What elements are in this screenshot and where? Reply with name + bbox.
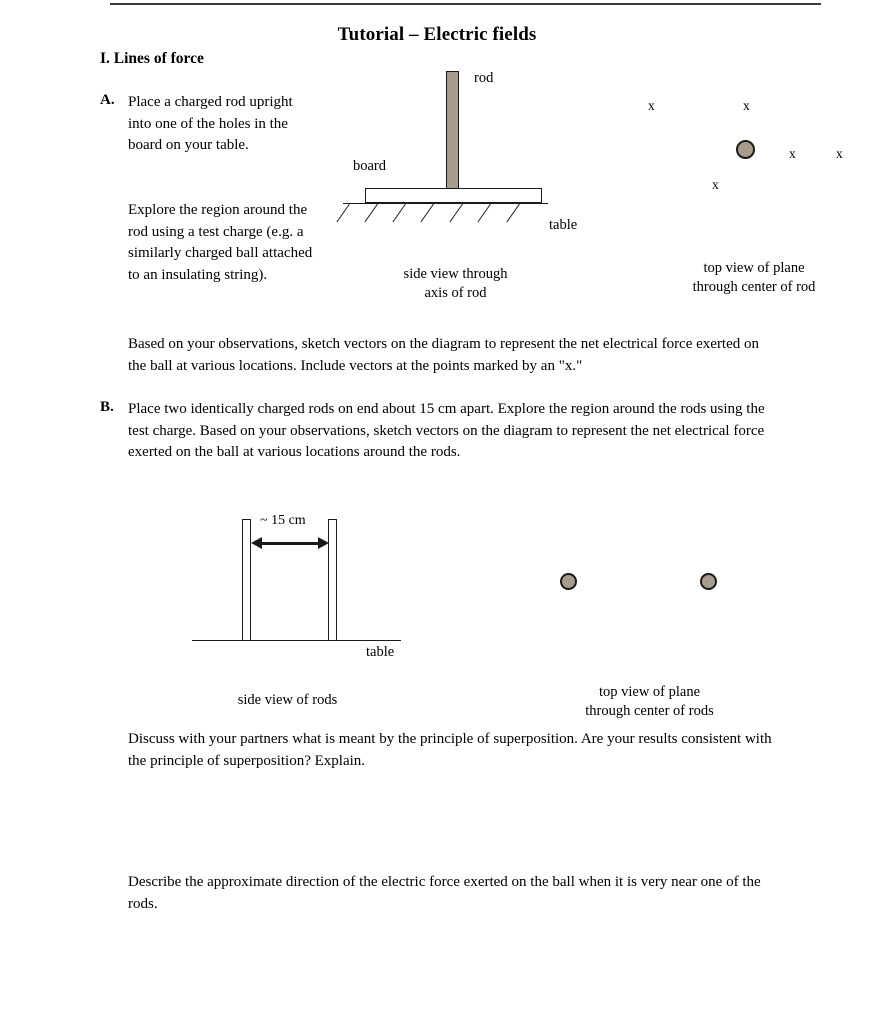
item-b-paragraph-1: Place two identically charged rods on end about 15 cm apart. Explore the region around the rods using the test charge. Based on your observations, sketch vectors on the diagram to represent the net electrical force exerted on the ball at various locations around the rods. — [128, 401, 765, 460]
item-b-paragraph-3: Describe the approximate direction of the electric force exerted on the ball when it is very near one of the rods. — [128, 874, 761, 912]
item-letter-b: B. — [100, 399, 114, 415]
board-shape — [365, 188, 542, 203]
hatch-mark — [392, 204, 405, 223]
figure-two-rods-side-caption: side view of rods — [237, 692, 338, 708]
arrow-head-left-icon — [251, 537, 262, 549]
hatch-mark — [449, 204, 462, 223]
table-label: table — [549, 217, 578, 233]
rod-label: rod — [474, 70, 494, 86]
caption-line-2: through center of rod — [692, 279, 816, 295]
table-label: table — [366, 644, 395, 660]
item-letter-a: A. — [100, 92, 115, 108]
figure-single-rod-side-caption — [358, 265, 553, 303]
hatch-mark — [364, 204, 377, 223]
figure-two-rods-top-caption — [548, 683, 751, 721]
caption-line-1: top view of plane — [598, 684, 701, 700]
rod-cross-section-left — [560, 573, 577, 590]
dimension-arrow-line — [261, 542, 318, 545]
x-mark: x — [789, 146, 796, 161]
caption-line-2: through center of rods — [585, 703, 714, 719]
item-b-paragraph-2: Discuss with your partners what is meant by the principle of superposition. Are your results consistent with the principle of superposition? Explain. — [128, 731, 772, 769]
caption-line-1: top view of plane — [703, 260, 805, 276]
rod-shape-left — [242, 519, 251, 641]
item-a-paragraph-1: Place a charged rod upright into one of the holes in the board on your table. — [128, 94, 293, 153]
caption-line-1: side view through — [403, 266, 508, 282]
hatch-mark — [477, 204, 490, 223]
rod-cross-section — [736, 140, 755, 159]
hatch-mark — [506, 204, 519, 223]
x-mark: x — [743, 98, 750, 113]
header-rule — [110, 3, 821, 5]
item-a-paragraph-3: Based on your observations, sketch vectors on the diagram to represent the net electrical force exerted on the ball at various locations. Include vectors at the points marked by an "x." — [128, 336, 760, 374]
rod-shape — [446, 71, 459, 193]
board-label: board — [353, 158, 387, 174]
figure-single-rod-top-caption — [655, 259, 853, 297]
rod-cross-section-right — [700, 573, 717, 590]
page-title: Tutorial – Electric fields — [337, 24, 537, 45]
hatch-mark — [420, 204, 433, 223]
item-a-paragraph-2: Explore the region around the rod using a test charge (e.g. a similarly charged ball attached to an insulating string). — [128, 202, 313, 283]
hatch-mark — [336, 204, 349, 223]
caption-line-2: axis of rod — [424, 285, 487, 301]
section-heading: I. Lines of force — [100, 50, 204, 67]
arrow-head-right-icon — [318, 537, 329, 549]
x-mark: x — [712, 177, 719, 192]
dimension-label: ~ 15 cm — [260, 513, 306, 528]
x-mark: x — [836, 146, 843, 161]
x-mark: x — [648, 98, 655, 113]
rod-shape-right — [328, 519, 337, 641]
table-surface-line — [192, 640, 401, 641]
table-surface-line — [343, 203, 548, 204]
